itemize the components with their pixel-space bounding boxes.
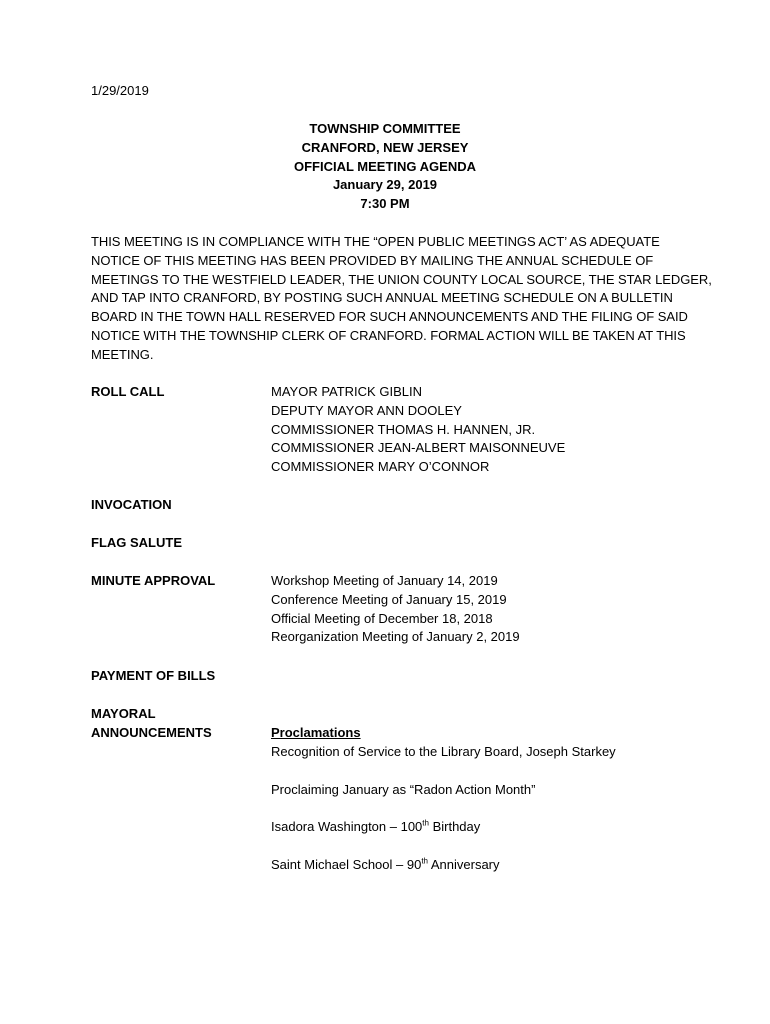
header-agenda-title: OFFICIAL MEETING AGENDA [294,158,476,174]
roll-call-member: COMMISSIONER MARY O’CONNOR [271,459,490,475]
header-meeting-time: 7:30 PM [360,196,410,212]
notice-line: MEETINGS TO THE WESTFIELD LEADER, THE UNION COUNTY LOCAL SOURCE, THE STAR LEDGER, [91,271,712,287]
proclamation-item-text: Anniversary [427,857,500,873]
proclamation-item [271,856,616,875]
minute-item: Official Meeting of December 18, 2018 [271,610,493,626]
invocation-label: INVOCATION [91,497,172,512]
payment-of-bills-label: PAYMENT OF BILLS [91,668,216,683]
document-date: 1/29/2019 [91,83,149,98]
minute-item: Workshop Meeting of January 14, 2019 [271,573,498,588]
roll-call-label: ROLL CALL [91,384,165,399]
notice-line: AND TAP INTO CRANFORD, BY POSTING SUCH ANNUAL MEETING SCHEDULE ON A BULLETIN [91,290,673,306]
ordinal-suffix: th [421,856,428,866]
notice-line: MEETING. [91,346,154,362]
proclamation-item-text: Isadora Washington – 100 [271,819,423,835]
roll-call-member: DEPUTY MAYOR ANN DOOLEY [271,402,462,418]
roll-call-member: COMMISSIONER JEAN-ALBERT MAISONNEUVE [271,440,566,456]
notice-line: BOARD IN THE TOWN HALL RESERVED FOR SUCH ANNOUNCEMENTS AND THE FILING OF SAID [91,309,688,325]
mayoral-announcements-content [271,724,616,875]
ordinal-suffix: th [422,819,429,829]
minute-approval-label: MINUTE APPROVAL [91,573,216,588]
notice-line: NOTICE OF THIS MEETING HAS BEEN PROVIDED BY MAILING THE ANNUAL SCHEDULE OF [91,252,654,268]
header-committee: TOWNSHIP COMMITTEE [309,121,461,136]
proclamation-item [271,818,616,837]
proclamation-item: Proclaiming January as “Radon Action Month” [271,781,536,797]
mayoral-label-line2: ANNOUNCEMENTS [91,725,212,740]
minute-item: Conference Meeting of January 15, 2019 [271,591,507,607]
notice-line: NOTICE WITH THE TOWNSHIP CLERK OF CRANFORD. FORMAL ACTION WILL BE TAKEN AT THIS [91,327,686,343]
flag-salute-label: FLAG SALUTE [91,535,182,550]
minute-item: Reorganization Meeting of January 2, 2019 [271,629,520,645]
roll-call-member: MAYOR PATRICK GIBLIN [271,384,422,399]
header-location: CRANFORD, NEW JERSEY [301,139,469,155]
roll-call-members [271,383,565,477]
proclamation-item-text: Birthday [428,819,481,835]
roll-call-member: COMMISSIONER THOMAS H. HANNEN, JR. [271,421,536,437]
proclamation-item: Recognition of Service to the Library Board, Joseph Starkey [271,743,616,759]
mayoral-label-line1: MAYORAL [91,706,156,721]
agenda-header [0,120,770,214]
header-meeting-date: January 29, 2019 [332,177,438,193]
proclamation-item-text: Saint Michael School – 90 [271,857,422,873]
proclamations-heading: Proclamations [271,725,361,740]
minute-approval-items [271,572,520,647]
compliance-notice [91,233,712,365]
notice-line: THIS MEETING IS IN COMPLIANCE WITH THE “OPEN PUBLIC MEETINGS ACT’ AS ADEQUATE [91,234,660,249]
